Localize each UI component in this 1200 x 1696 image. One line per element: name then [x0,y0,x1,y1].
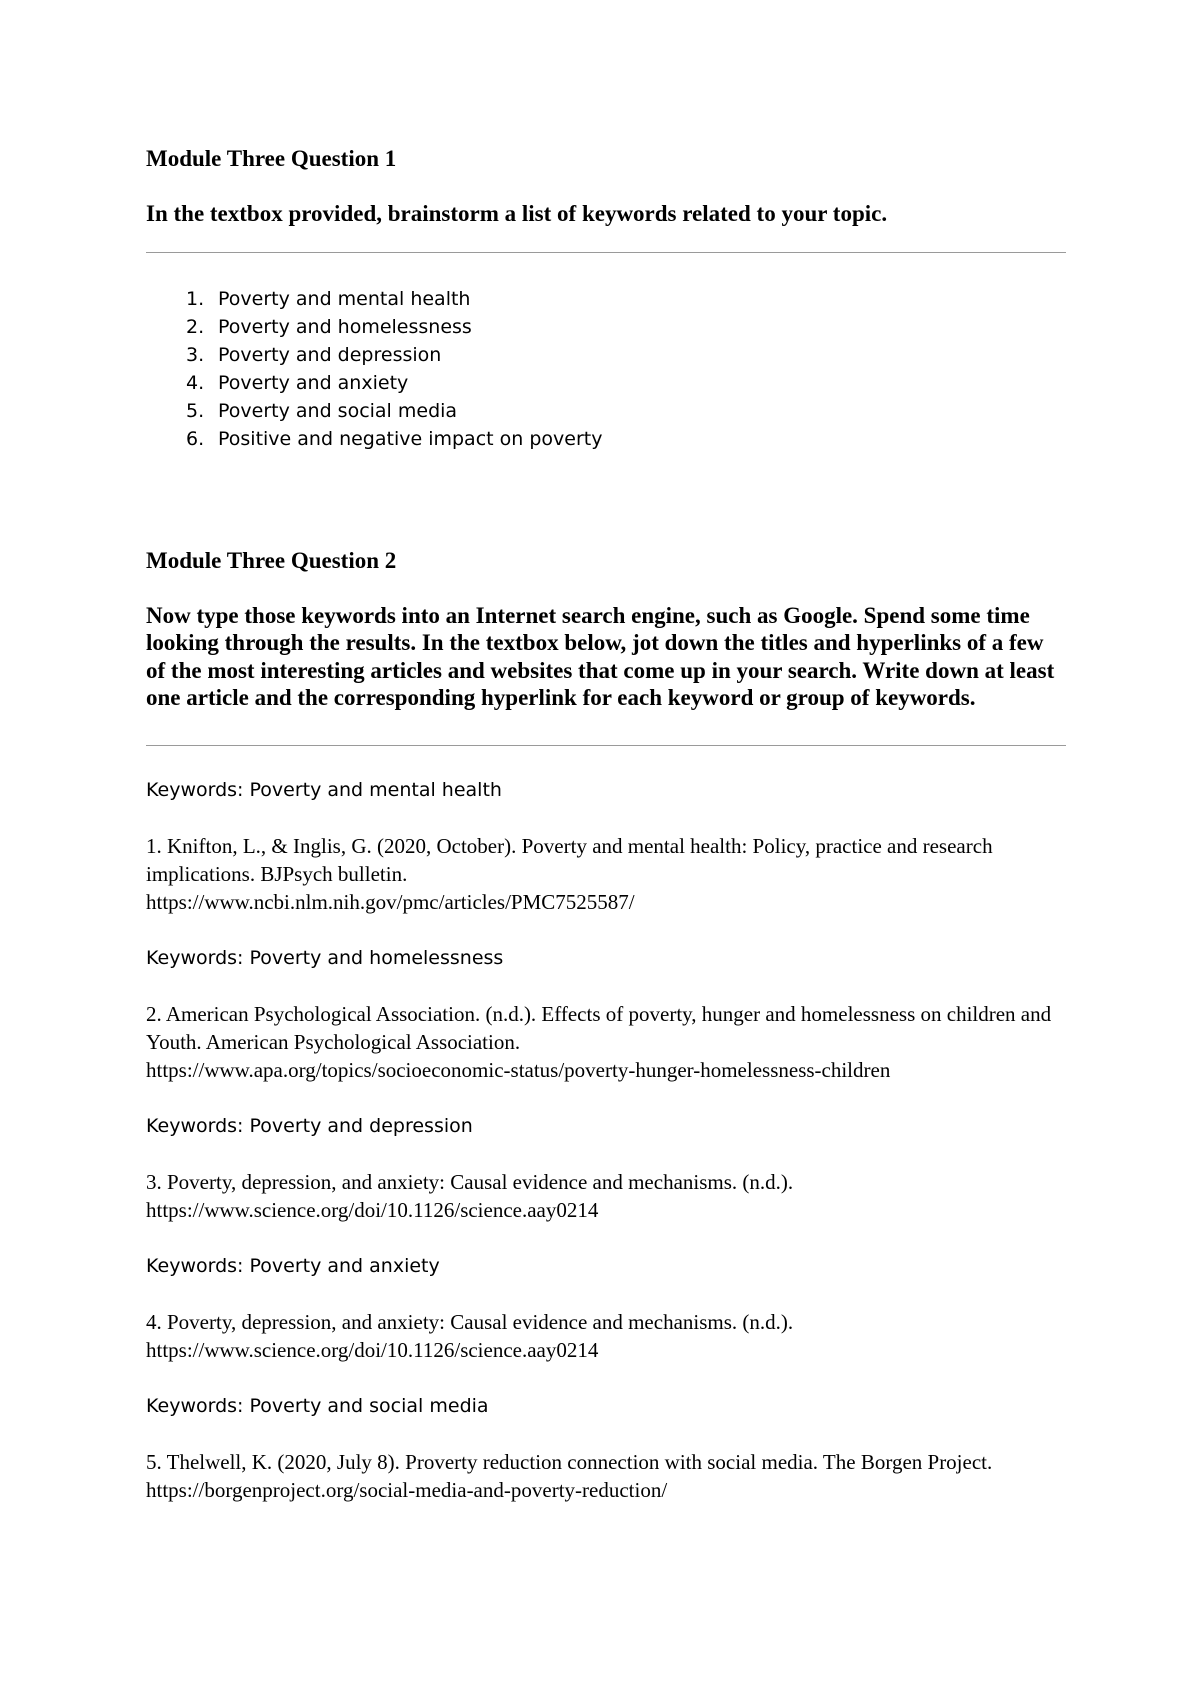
keyword-number: 5. [186,399,205,422]
keyword-number: 2. [186,315,205,338]
question-1-section [146,145,1066,453]
question-2-title: Module Three Question 2 [146,547,397,573]
entry-citation [146,1308,1066,1364]
keyword-item [146,313,1066,341]
entry-citation [146,1000,1066,1084]
keyword-number: 6. [186,427,205,450]
document-page [146,145,1066,1504]
entry-citation [146,1448,1066,1504]
source-entry [146,1252,1066,1364]
keyword-text: Poverty and social media [218,399,458,422]
keyword-text: Poverty and homelessness [218,315,472,338]
source-entry [146,1112,1066,1224]
citation-text: 2. American Psychological Association. (n.d.). Effects of poverty, hunger and homelessness on children and Youth. American Psychological Association. [146,1001,1052,1054]
keyword-item [146,397,1066,425]
entry-keywords: Keywords: Poverty and anxiety [146,1254,440,1277]
keyword-text: Positive and negative impact on poverty [218,427,603,450]
source-entry [146,1392,1066,1504]
keyword-number: 3. [186,343,205,366]
entry-citation [146,832,1066,916]
question-1-prompt: In the textbox provided, brainstorm a list of keywords related to your topic. [146,201,888,226]
keyword-number: 1. [186,287,205,310]
question-2-prompt: Now type those keywords into an Internet search engine, such as Google. Spend some time looking through the results. In the textbox below, jot down the titles and hyperlinks of a few of the most interesting articles and websites that come up in your search. Write down at least one article and the corresponding hyperlink for each keyword or group of keywords. [146,602,1055,710]
keyword-list [146,285,1066,453]
keyword-text: Poverty and anxiety [218,371,409,394]
citation-text: 1. Knifton, L., & Inglis, G. (2020, October). Poverty and mental health: Policy, practice and research implications. BJPsych bulletin. [146,833,993,886]
keyword-item [146,341,1066,369]
source-link[interactable]: https://www.apa.org/topics/socioeconomic-status/poverty-hunger-homelessness-children [146,1057,891,1082]
entry-keywords: Keywords: Poverty and depression [146,1114,473,1137]
keyword-item [146,369,1066,397]
entry-keywords: Keywords: Poverty and mental health [146,778,502,801]
citation-text: 5. Thelwell, K. (2020, July 8). Proverty reduction connection with social media. The Borgen Project. [146,1449,993,1474]
question-2-section [146,547,1066,1504]
source-link[interactable]: https://www.science.org/doi/10.1126/science.aay0214 [146,1337,599,1362]
source-entry [146,776,1066,916]
question-1-title: Module Three Question 1 [146,146,397,171]
source-link[interactable]: https://borgenproject.org/social-media-and-poverty-reduction/ [146,1477,668,1502]
entry-citation [146,1168,1066,1224]
source-link[interactable]: https://www.ncbi.nlm.nih.gov/pmc/articles/PMC7525587/ [146,889,635,914]
keyword-number: 4. [186,371,205,394]
keyword-item [146,285,1066,313]
entry-keywords: Keywords: Poverty and homelessness [146,946,504,969]
source-entry [146,944,1066,1084]
keyword-item [146,425,1066,453]
keyword-text: Poverty and mental health [218,287,471,310]
citation-text: 3. Poverty, depression, and anxiety: Causal evidence and mechanisms. (n.d.). [146,1169,794,1194]
source-link[interactable]: https://www.science.org/doi/10.1126/science.aay0214 [146,1197,599,1222]
citation-text: 4. Poverty, depression, and anxiety: Causal evidence and mechanisms. (n.d.). [146,1309,794,1334]
entry-keywords: Keywords: Poverty and social media [146,1394,489,1417]
keyword-text: Poverty and depression [218,343,442,366]
